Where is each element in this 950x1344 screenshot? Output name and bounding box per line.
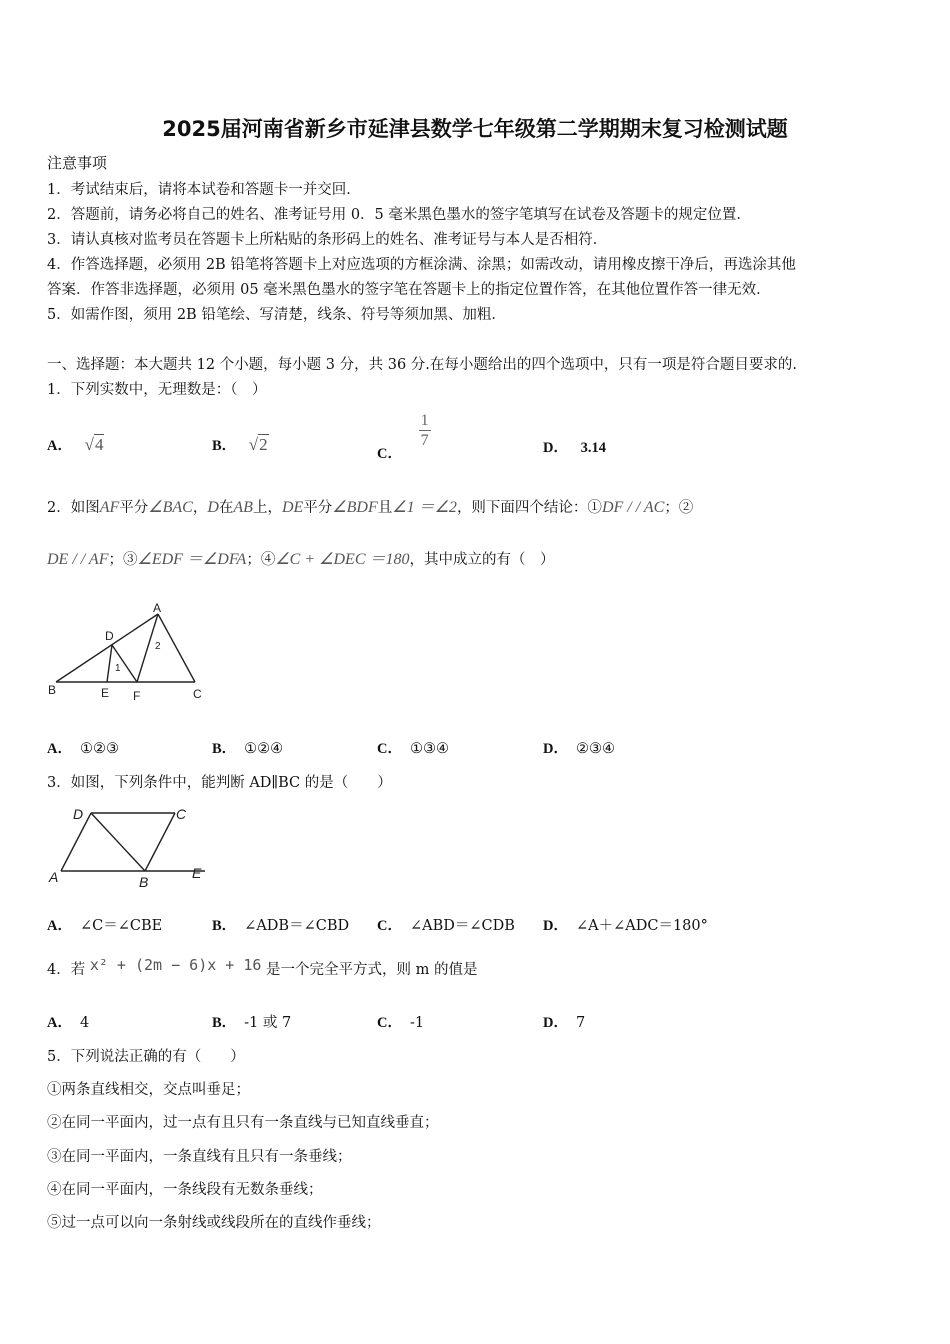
- label-d: D: [105, 629, 114, 643]
- label-d: D: [73, 806, 84, 822]
- q4-option-c: C． -1: [377, 1015, 425, 1031]
- q2-stem-line2: DE / / AF；③∠EDF ＝∠DFA；④∠C + ∠DEC ＝180，其中成立的有（ ）: [47, 551, 555, 568]
- sqrt-expression: √4: [84, 435, 104, 454]
- segment-cb: [145, 813, 175, 871]
- option-label: B．: [212, 438, 237, 454]
- note-item: 1．考试结束后，请将本试卷和答题卡一并交回．: [47, 182, 361, 198]
- label-a: A: [49, 869, 59, 885]
- q5-stem: 5．下列说法正确的有（ ）: [47, 1049, 245, 1065]
- q1-option-b: [212, 434, 269, 455]
- q5-statement: ③在同一平面内，一条直线有且只有一条垂线；: [47, 1149, 352, 1165]
- q1-option-c: [377, 412, 429, 462]
- q5-statement: ⑤过一点可以向一条射线或线段所在的直线作垂线；: [47, 1215, 381, 1231]
- q2-option-a: A． ①②③: [47, 741, 119, 757]
- angle-1-label: 1: [115, 663, 121, 674]
- option-label: C．: [377, 445, 402, 462]
- label-b: B: [48, 683, 57, 697]
- q2-triangle-figure: [45, 598, 215, 708]
- label-c: C: [193, 687, 202, 701]
- q3-stem: 3．如图，下列条件中，能判断 AD∥BC 的是（ ）: [47, 775, 392, 791]
- q2-option-d: D． ②③④: [543, 741, 615, 757]
- notes-heading: 注意事项: [47, 154, 108, 172]
- segment-db: [91, 813, 145, 871]
- q4-stem: 4．若 x² + (2m − 6)x + 16 是一个完全平方式，则 m 的值是: [47, 956, 478, 978]
- q4-option-d: D． 7: [543, 1015, 586, 1031]
- q5-statement: ①两条直线相交，交点叫垂足；: [47, 1082, 250, 1098]
- q4-option-b: B． -1 或 7: [212, 1015, 292, 1031]
- q5-statement: ②在同一平面内，过一点有且只有一条直线与已知直线垂直；: [47, 1115, 439, 1131]
- segment-ac: [158, 614, 195, 682]
- q3-option-a: A． ∠C＝∠CBE: [47, 918, 163, 934]
- segment-de: [107, 645, 112, 682]
- option-label: A．: [47, 438, 72, 454]
- segment-ba: [56, 614, 158, 682]
- q3-option-b: B． ∠ADB＝∠CBD: [212, 918, 350, 934]
- sqrt-expression: √2: [248, 435, 268, 454]
- q3-option-c: C． ∠ABD＝∠CDB: [377, 918, 515, 934]
- label-e: E: [192, 865, 202, 881]
- polynomial-expression: x² + (2m − 6)x + 16: [89, 956, 262, 974]
- q1-stem: 1．下列实数中，无理数是：（ ）: [47, 382, 267, 398]
- fraction: $\frac{1}{7}$: [420, 412, 429, 449]
- section-heading: 一、选择题：本大题共 12 个小题，每小题 3 分，共 36 分.在每小题给出的四个选项中，只有一项是符合题目要求的.: [47, 357, 797, 373]
- q1-option-a: [47, 434, 104, 455]
- q2-option-b: B． ①②④: [212, 741, 284, 757]
- label-e: E: [101, 686, 110, 700]
- label-a: A: [153, 601, 162, 615]
- label-c: C: [176, 806, 187, 822]
- page-title: 2025届河南省新乡市延津县数学七年级第二学期期末复习检测试题: [162, 117, 788, 141]
- note-item: 5．如需作图，须用 2B 铅笔绘、写清楚，线条、符号等须加黑、加粗．: [47, 307, 506, 323]
- q5-statement: ④在同一平面内，一条线段有无数条垂线；: [47, 1182, 323, 1198]
- q4-option-a: A． 4: [47, 1015, 90, 1031]
- label-b: B: [139, 874, 149, 890]
- q3-parallelogram-figure: [45, 800, 215, 895]
- note-item: 答案．作答非选择题，必须用 05 毫米黑色墨水的签字笔在答题卡上的指定位置作答，在其他位置作答一律无效．: [47, 282, 771, 298]
- note-item: 2．答题前，请务必将自己的姓名、准考证号用 0．5 毫米黑色墨水的签字笔填写在试卷及答题卡的规定位置．: [47, 207, 751, 223]
- label-f: F: [133, 689, 141, 703]
- q2-stem-line1: 2．如图AF平分∠BAC，D在AB上，DE平分∠BDF且∠1 ＝∠2，则下面四个结论：①DF / / AC；②: [47, 499, 694, 516]
- note-item: 3．请认真核对监考员在答题卡上所粘贴的条形码上的姓名、准考证号与本人是否相符．: [47, 232, 608, 248]
- q2-option-c: C． ①③④: [377, 741, 449, 757]
- angle-2-label: 2: [155, 641, 161, 652]
- q3-option-d: D． ∠A＋∠ADC＝180°: [543, 918, 708, 934]
- note-item: 4．作答选择题，必须用 2B 铅笔将答题卡上对应选项的方框涂满、涂黑；如需改动，请用橡皮擦干净后，再选涂其他: [47, 257, 796, 273]
- q1-option-d: D． 3.14: [543, 440, 606, 456]
- option-label: D．: [543, 440, 568, 456]
